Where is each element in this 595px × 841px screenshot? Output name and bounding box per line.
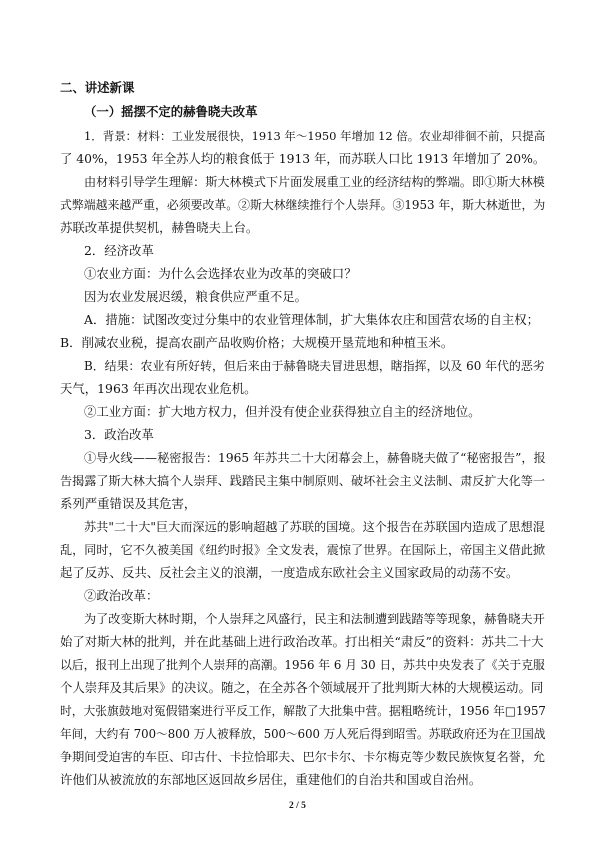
text-line: 1．背景：材料：工业发展很快，1913 年～1950 年增加 12 倍。农业却徘徊不前，只提高: [84, 129, 546, 143]
text-line: 2．经济改革: [84, 243, 154, 258]
text-line: 乱，同时，它不久被美国《纽约时报》全文发表，震惊了世界。在国际上，帝国主义借此掀: [60, 543, 546, 557]
text-line: 系列严重错误及其危害，: [60, 496, 197, 511]
text-line: 天气，1963 年再次出现农业危机。: [60, 381, 257, 396]
text-line: 许他们从被流放的东部地区返回故乡居住，重建他们的自治共和国或自治州。: [60, 772, 482, 787]
section-heading: 二、讲述新课: [60, 80, 135, 95]
text-line: 因为农业发展迟缓，粮食供应严重不足。: [84, 289, 308, 304]
text-line: 以后，报刊上出现了批判个人崇拜的高潮。1956 年 6 月 30 日，苏共中央发表了《关于克服: [60, 658, 545, 672]
text-line: 年间，大约有 700～800 万人被释放，500～600 万人死后得到昭雪。苏联政府还为在卫国战: [60, 727, 546, 741]
text-line: 苏联改革提供契机，赫鲁晓夫上台。: [60, 220, 259, 235]
text-line: 由材料引导学生理解：斯大林模式下片面发展重工业的经济结构的弊端。即①斯大林模: [84, 175, 545, 189]
text-line: 苏共"二十大"巨大而深远的影响超越了苏联的国境。这个报告在苏联国内造成了思想混: [84, 520, 545, 534]
page-number: 2 / 5: [289, 801, 306, 811]
text-line: B．削减农业税，提高农副产品收购价格；大规模开垦荒地和种植玉米。: [60, 335, 454, 350]
text-line: A．措施：试图改变过分集中的农业管理体制，扩大集体农庄和国营农场的自主权；: [84, 312, 540, 327]
text-line: 时，大张旗鼓地对冤假错案进行平反工作，解散了大批集中营。据粗略统计，1956 年□1957: [60, 704, 546, 718]
text-line: ②工业方面：扩大地方权力，但并没有使企业获得独立自主的经济地位。: [84, 404, 481, 419]
text-line: 了 40%，1953 年全苏人均的粮食低于 1913 年，而苏联人口比 1913 年增加了 20%。: [60, 152, 546, 166]
section-subheading: （一）摇摆不定的赫鲁晓夫改革: [84, 104, 258, 119]
text-line: 始了对斯大林的批判，并在此基础上进行政治改革。打出相关“肃反”的资料：苏共二十大: [60, 634, 544, 649]
text-line: 个人崇拜及其后果》的决议。随之，在全苏各个领域展开了批判斯大林的大规模运动。同: [60, 680, 544, 695]
text-line: B．结果：农业有所好转，但后来由于赫鲁晓夫冒进思想，瞎指挥，以及 60 年代的恶劣: [84, 359, 545, 373]
text-line: 为了改变斯大林时期，个人崇拜之风盛行，民主和法制遭到践踏等等现象，赫鲁晓夫开: [84, 612, 545, 626]
text-line: 告揭露了斯大林大搞个人崇拜、践踏民主集中制原则、破坏社会主义法制、肃反扩大化等一: [60, 474, 546, 488]
text-line: ①导火线——秘密报告：1965 年苏共二十大闭幕会上，赫鲁晓夫做了“秘密报告”，报: [84, 451, 546, 465]
text-line: ①农业方面：为什么会选择农业为改革的突破口？: [84, 266, 357, 281]
text-line: 3．政治改革: [84, 427, 154, 442]
text-line: 起了反苏、反共、反社会主义的浪潮，一度造成东欧社会主义国家政局的动荡不安。: [60, 565, 519, 580]
text-line: 争期间受迫害的车臣、印古什、卡拉恰耶夫、巴尔卡尔、卡尔梅克等少数民族恢复名誉，允: [60, 750, 546, 764]
text-line: 式弊端越来越严重，必须要改革。②斯大林继续推行个人崇拜。③1953 年，斯大林逝世，为: [60, 198, 546, 212]
text-line: ②政治改革：: [84, 588, 159, 603]
